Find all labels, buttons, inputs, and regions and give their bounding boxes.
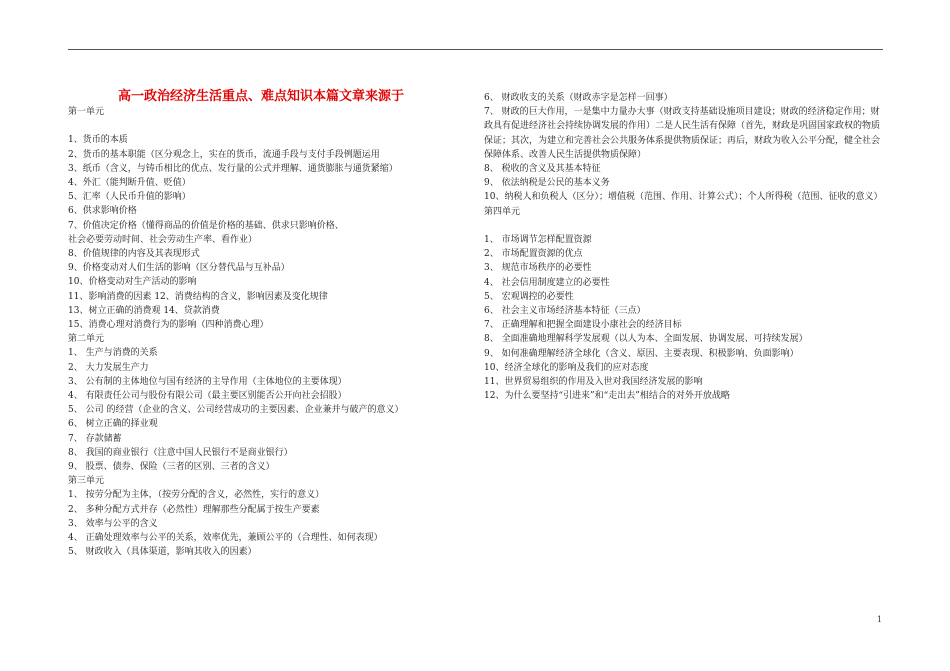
text-line: 9、价格变动对人们生活的影响（区分替代品与互补品）	[68, 263, 290, 274]
text-line: 1、货币的本质	[68, 135, 128, 146]
text-line: 8、 税收的含义及其基本特征	[484, 164, 601, 175]
text-line: 4、 有限责任公司与股份有限公司（最主要区别能否公开向社会招股）	[68, 391, 347, 402]
text-line: 9、 股票、债券、保险（三者的区别、三者的含义）	[68, 462, 275, 473]
text-line: 8、价值规律的内容及其表现形式	[68, 249, 200, 260]
text-line	[484, 219, 884, 233]
text-line: 第三单元	[68, 476, 105, 487]
text-line: 6、 树立正确的择业观	[68, 419, 158, 430]
text-line: 15、消费心理对消费行为的影响（四种消费心理）	[68, 320, 269, 331]
text-line: 社会必要劳动时间、社会劳动生产率、看作业）	[68, 234, 258, 245]
text-line: 5、 公司 的经营（企业的含义、公司经营成功的主要因素、企业兼并与破产的意义）	[68, 405, 404, 416]
text-line: 2、 市场配置资源的优点	[484, 249, 583, 260]
text-line: 4、 正确处理效率与公平的关系，效率优先，兼顾公平的（合理性、如何表现）	[68, 533, 383, 544]
right-column	[484, 91, 884, 403]
text-line: 3、 公有制的主体地位与国有经济的主导作用（主体地位的主要体现）	[68, 376, 347, 387]
text-line: 2、 大力发展生产力	[68, 362, 149, 373]
text-line: 7、 正确理解和把握全面建设小康社会的经济目标	[484, 320, 682, 331]
text-line: 6、 社会主义市场经济基本特征（三点）	[484, 306, 646, 317]
text-line: 5、 财政收入（具体渠道，影响其收入的因素）	[68, 547, 257, 558]
header-rule	[68, 49, 883, 50]
text-line: 1、 按劳分配为主体，（按劳分配的含义，必然性，实行的意义）	[68, 490, 325, 501]
page-number: 1	[876, 615, 882, 624]
text-line: 9、 如何准确理解经济全球化（含义、原因、主要表现、积极影响、负面影响）	[484, 348, 799, 359]
text-line: 13、树立正确的消费观 14、贷款消费	[68, 305, 220, 316]
text-line: 2、货币的基本职能（区分观念上，实在的货币，流通手段与支付手段例题运用	[68, 149, 380, 160]
text-line: 1、 市场调节怎样配置资源	[484, 235, 592, 246]
text-line: 第二单元	[68, 334, 105, 345]
text-line: 11、影响消费的因素 12、消费结构的含义，影响因素及变化规律	[68, 291, 328, 302]
document-title: 高一政治经济生活重点、难点知识本篇文章来源于	[118, 89, 405, 104]
text-line: 5、 宏观调控的必要性	[484, 291, 574, 302]
text-line: 7、 财政的巨大作用，一是集中力量办大事（财政支持基础设施项目建设；财政的经济稳定作用；财政具有促进经济社会持续协调发展的作用）二是人民生活有保障（首先，财政是巩固国家政权的物质保证；其次，为建立和完善社会公共服务体系提供物质保证；再后，财政为收入公平分配，健全社会保障体系、改善人民生活提供物质保障）	[484, 107, 881, 160]
text-line: 3、纸币（含义，与铸币相比的优点、发行量的公式并理解、通货膨胀与通货紧缩）	[68, 163, 398, 174]
text-line: 6、供求影响价格	[68, 206, 137, 217]
text-line: 5、汇率（人民币升值的影响）	[68, 192, 191, 203]
text-line: 6、 财政收支的关系（财政赤字是怎样一回事）	[484, 93, 673, 103]
text-line: 8、 我国的商业银行（注意中国人民银行不是商业银行）	[68, 447, 293, 458]
text-line: 8、 全面准确地理解科学发展观（以人为本、全面发展、协调发展、可持续发展）	[484, 334, 808, 345]
text-line: 7、 存款储蓄	[68, 433, 122, 444]
text-line: 3、 效率与公平的含义	[68, 518, 158, 529]
left-column	[68, 105, 468, 559]
text-line: 2、 多种分配方式并存（必然性）理解那些分配属于按生产要素	[68, 504, 320, 515]
text-line: 第四单元	[484, 206, 521, 217]
text-line: 第一单元	[68, 107, 105, 117]
text-line: 1、 生产与消费的关系	[68, 348, 158, 359]
text-line: 10、纳税人和负税人（区分）；增值税（范围、作用、计算公式）；个人所得税（范围、征收的意义）	[484, 192, 883, 203]
text-line: 10、价格变动对生产活动的影响	[68, 277, 197, 288]
text-line	[68, 119, 468, 133]
text-line: 4、 社会信用制度建立的必要性	[484, 277, 610, 288]
text-line: 3、 规范市场秩序的必要性	[484, 263, 592, 274]
text-line: 9、 依法纳税是公民的基本义务	[484, 178, 610, 189]
text-line: 12、为什么要坚持“引进来”和“走出去”相结合的对外开放战略	[484, 391, 730, 402]
text-line: 11、世界贸易组织的作用及入世对我国经济发展的影响	[484, 377, 703, 388]
text-line: 4、外汇（能判断升值、贬值）	[68, 178, 191, 188]
text-line: 10、经济全球化的影响及我们的应对态度	[484, 362, 649, 373]
text-line: 7、价值决定价格（懂得商品的价值是价格的基础、供求只影响价格、	[68, 220, 344, 231]
